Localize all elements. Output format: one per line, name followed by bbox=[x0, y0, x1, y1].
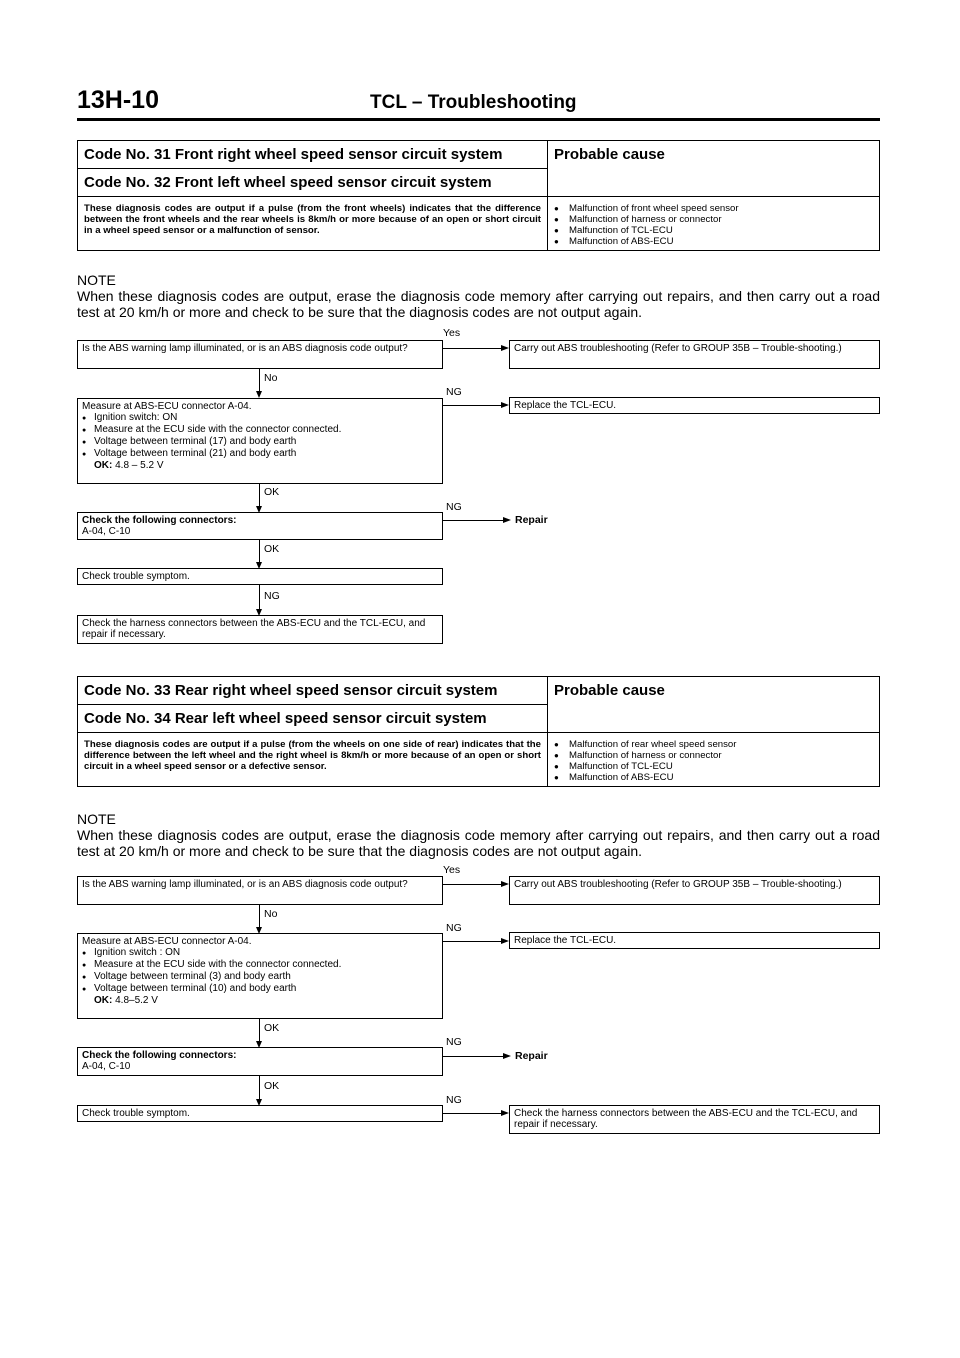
cause-item: ● Malfunction of harness or connector bbox=[554, 214, 873, 225]
flow-yes-label: Yes bbox=[443, 327, 461, 339]
cause-list bbox=[548, 197, 880, 251]
flow-question-box: Is the ABS warning lamp illuminated, or is an ABS diagnosis code output? bbox=[77, 876, 443, 905]
code-33-heading: Code No. 33 Rear right wheel speed sensor circuit system bbox=[78, 677, 548, 705]
cause-item: ● Malfunction of TCL-ECU bbox=[554, 225, 873, 236]
flow-replace-tcl-box: Replace the TCL-ECU. bbox=[509, 397, 880, 414]
code-31-heading: Code No. 31 Front right wheel speed sensor circuit system bbox=[78, 141, 548, 169]
flow-ok-label: OK bbox=[264, 486, 280, 498]
note-heading: NOTE bbox=[77, 272, 116, 288]
flow-symptom-box: Check trouble symptom. bbox=[77, 1105, 443, 1122]
cause-item: ● Malfunction of rear wheel speed sensor bbox=[554, 739, 873, 750]
note-heading: NOTE bbox=[77, 811, 116, 827]
flow-ok-label: OK bbox=[264, 1022, 280, 1034]
flow-measure-box: Measure at ABS-ECU connector A-04. ● Ignition switch: ON ● Measure at the ECU side with the connector connected. ● Voltage between terminal (17) and body earth ● Voltage between terminal (21) and body earth OK: 4.8 – 5.2 V bbox=[77, 398, 443, 484]
flow-connectors-box: Check the following connectors: A-04, C-10 bbox=[77, 1047, 443, 1076]
flow-no-label: No bbox=[264, 908, 278, 920]
flow-connectors-box: Check the following connectors: A-04, C-10 bbox=[77, 512, 443, 540]
cause-item: ● Malfunction of ABS-ECU bbox=[554, 236, 873, 247]
cause-item: ● Malfunction of ABS-ECU bbox=[554, 772, 873, 783]
code-description: These diagnosis codes are output if a pulse (from the wheels on one side of rear) indicates that the difference between the left wheel and the right wheel is 8km/h or more because of an open or short circuit in a wheel speed sensor or a defective sensor. bbox=[78, 733, 548, 787]
cause-item: ● Malfunction of TCL-ECU bbox=[554, 761, 873, 772]
code-32-heading: Code No. 32 Front left wheel speed sensor circuit system bbox=[78, 169, 548, 197]
flow-no-label: No bbox=[264, 372, 278, 384]
flow-ng-label: NG bbox=[446, 386, 462, 398]
code-table-33-34 bbox=[77, 676, 880, 787]
flow-ok-label: OK bbox=[264, 543, 280, 555]
flow-ok-label: OK bbox=[264, 1080, 280, 1092]
flow-ng-label: NG bbox=[446, 501, 462, 513]
code-description: These diagnosis codes are output if a pulse (from the front wheels) indicates that the difference between the front wheels and the rear wheels is 8km/h or more because of an open or short circuit in a wheel speed sensor or a malfunction of sensor. bbox=[78, 197, 548, 251]
flow-harness-box: Check the harness connectors between the ABS-ECU and the TCL-ECU, and repair if necessary. bbox=[77, 615, 443, 644]
cause-item: ● Malfunction of harness or connector bbox=[554, 750, 873, 761]
probable-cause-heading: Probable cause bbox=[548, 141, 880, 197]
page-title: TCL – Troubleshooting bbox=[370, 92, 577, 113]
page-number: 13H-10 bbox=[77, 86, 159, 114]
flow-repair-label: Repair bbox=[515, 1050, 548, 1062]
flow-abs-troubleshoot-box: Carry out ABS troubleshooting (Refer to GROUP 35B – Trouble-shooting.) bbox=[509, 876, 880, 905]
cause-list bbox=[548, 733, 880, 787]
flow-ng-label: NG bbox=[446, 922, 462, 934]
flow-harness-box: Check the harness connectors between the ABS-ECU and the TCL-ECU, and repair if necessary. bbox=[509, 1105, 880, 1134]
flow-repair-label: Repair bbox=[515, 514, 548, 526]
flow-ng-label: NG bbox=[446, 1036, 462, 1048]
cause-item: ● Malfunction of front wheel speed sensor bbox=[554, 203, 873, 214]
flow-measure-box: Measure at ABS-ECU connector A-04. ● Ignition switch : ON ● Measure at the ECU side with the connector connected. ● Voltage between terminal (3) and body earth ● Voltage between terminal (10) and body earth OK: 4.8–5.2 V bbox=[77, 933, 443, 1019]
code-34-heading: Code No. 34 Rear left wheel speed sensor circuit system bbox=[78, 705, 548, 733]
header-rule bbox=[77, 118, 880, 121]
probable-cause-heading: Probable cause bbox=[548, 677, 880, 733]
flow-ng-label: NG bbox=[446, 1094, 462, 1106]
note-text: When these diagnosis codes are output, erase the diagnosis code memory after carrying out repairs, and then carry out a road test at 20 km/h or more and check to be sure that the diagnosis codes are not output again. bbox=[77, 827, 880, 859]
flow-question-box: Is the ABS warning lamp illuminated, or is an ABS diagnosis code output? bbox=[77, 340, 443, 369]
flow-abs-troubleshoot-box: Carry out ABS troubleshooting (Refer to GROUP 35B – Trouble-shooting.) bbox=[509, 340, 880, 369]
flow-ng-label: NG bbox=[264, 590, 280, 602]
flow-yes-label: Yes bbox=[443, 864, 461, 876]
note-text: When these diagnosis codes are output, erase the diagnosis code memory after carrying out repairs, and then carry out a road test at 20 km/h or more and check to be sure that the diagnosis codes are not output again. bbox=[77, 288, 880, 320]
code-table-31-32 bbox=[77, 140, 880, 251]
flow-symptom-box: Check trouble symptom. bbox=[77, 568, 443, 585]
flow-replace-tcl-box: Replace the TCL-ECU. bbox=[509, 932, 880, 949]
